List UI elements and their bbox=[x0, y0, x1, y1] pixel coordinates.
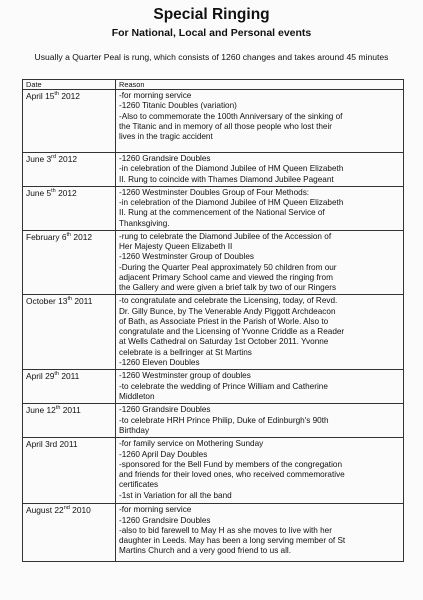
date-text: April 3rd 2011 bbox=[26, 439, 78, 450]
reason-line: -for morning service bbox=[119, 505, 192, 515]
date-cell bbox=[23, 438, 116, 504]
reason-line: adjacent Primary School came and viewed the ringing from bbox=[119, 272, 333, 282]
date-cell bbox=[23, 153, 116, 187]
reason-line: II. Rung at the commencement of the National Service of bbox=[119, 208, 325, 218]
table-row bbox=[23, 404, 404, 438]
reason-line: congratulate and the Licensing of Yvonne Criddle as a Reader bbox=[119, 327, 345, 336]
date-cell bbox=[23, 370, 116, 404]
reason-line: II. Rung to coincide with Thames Diamond Jubilee Pageant bbox=[119, 174, 334, 184]
table-row bbox=[23, 438, 404, 504]
reason-line: -in celebration of the Diamond Jubilee of HM Queen Elizabeth bbox=[119, 198, 344, 207]
reason-line: Dr. Gilly Bunce, by The Venerable Andy Piggott Archdeacon bbox=[119, 306, 336, 316]
date-year: 2010 bbox=[69, 505, 91, 516]
reason-line: -1260 Grandsire Doubles bbox=[119, 515, 211, 525]
reason-line: -1260 April Day Doubles bbox=[119, 449, 208, 459]
reason-line: Thanksgiving. bbox=[119, 218, 170, 228]
reason-line: -in celebration of the Diamond Jubilee of HM Queen Elizabeth bbox=[119, 164, 344, 174]
reason-line: Middleton bbox=[119, 391, 155, 401]
date-year: 2012 bbox=[56, 154, 78, 164]
reason-line: celebrate is a bellringer at St Martins bbox=[119, 347, 252, 357]
date-text: June 3 bbox=[26, 154, 52, 164]
table-header-row bbox=[23, 80, 404, 90]
date-year: 2012 bbox=[59, 91, 80, 101]
reason-line: certificates bbox=[119, 480, 159, 490]
reason-line: -1260 Westminster Doubles Group of Four Methods: bbox=[119, 187, 310, 197]
date-text: June 5 bbox=[26, 187, 52, 198]
table-row bbox=[23, 230, 404, 295]
reason-cell bbox=[116, 295, 404, 370]
reason-line: daughter in Leeds. May has been a long serving member of St bbox=[119, 536, 346, 545]
table-body bbox=[23, 90, 404, 562]
reason-cell bbox=[116, 404, 404, 438]
reason-line: -1260 Eleven Doubles bbox=[119, 357, 200, 367]
date-suffix: th bbox=[54, 91, 59, 98]
reason-line: -1st in Variation for all the band bbox=[119, 490, 232, 500]
table-row bbox=[23, 186, 404, 230]
reason-line: the Titanic and in memory of all those people who lost their bbox=[119, 121, 332, 131]
date-text: April 15 bbox=[26, 91, 55, 101]
date-suffix: th bbox=[66, 231, 72, 238]
reason-line: -1260 Westminster Group of Doubles bbox=[119, 252, 255, 262]
date-cell bbox=[23, 230, 116, 295]
reason-line: of Bath, as Associate Priest in the Parish of Worle. Also to bbox=[119, 316, 329, 326]
reason-line: -to congratulate and celebrate the Licensing, today, of Revd. bbox=[119, 296, 338, 306]
date-suffix: th bbox=[54, 371, 59, 378]
reason-line: lives in the tragic accident bbox=[119, 132, 213, 141]
reason-cell bbox=[116, 438, 404, 504]
reason-line: -1260 Westminster group of doubles bbox=[119, 371, 251, 381]
date-suffix: nd bbox=[63, 505, 70, 512]
date-text: February 6 bbox=[26, 231, 67, 242]
page-subtitle: For National, Local and Personal events bbox=[111, 27, 312, 39]
date-year: 2011 bbox=[60, 405, 81, 416]
date-cell bbox=[23, 186, 116, 230]
intro-text: Usually a Quarter Peal is rung, which consists of 1260 changes and takes around 45 minutes bbox=[34, 52, 389, 62]
date-cell bbox=[23, 404, 116, 438]
ringing-table bbox=[22, 79, 404, 562]
reason-line: Birthday bbox=[119, 425, 150, 435]
reason-line: the Gallery and were given a brief talk by two of our Ringers bbox=[119, 283, 337, 292]
reason-line: -During the Quarter Peal approximately 50 children from our bbox=[119, 262, 337, 272]
reason-cell bbox=[116, 90, 404, 153]
table-row bbox=[23, 504, 404, 562]
date-suffix: th bbox=[55, 405, 61, 412]
page-title: Special Ringing bbox=[153, 6, 270, 23]
reason-cell bbox=[116, 186, 404, 230]
reason-line: Martins Church and a very good friend to us all. bbox=[119, 546, 292, 556]
reason-line: -Also to commemorate the 100th Anniversary of the sinking of bbox=[119, 111, 343, 121]
reason-line: at Wells Cathedral on Saturday 1st October 2011. Yvonne bbox=[119, 337, 329, 347]
date-suffix: th bbox=[67, 296, 73, 303]
reason-line: -sponsored for the Bell Fund by members of the congregation bbox=[119, 459, 343, 469]
reason-line: -for morning service bbox=[119, 91, 192, 100]
date-text: August 22 bbox=[26, 505, 64, 516]
reason-line: -to celebrate HRH Prince Philip, Duke of Edinburgh's 90th bbox=[119, 415, 329, 425]
reason-cell bbox=[116, 230, 404, 295]
reason-column-header: Reason bbox=[116, 80, 404, 90]
table-row bbox=[23, 370, 404, 404]
date-column-header: Date bbox=[23, 80, 116, 90]
reason-line: and friends for their loved ones, who received commemorative bbox=[119, 470, 345, 479]
date-text: April 29 bbox=[26, 371, 55, 382]
reason-line: -1260 Grandsire Doubles bbox=[119, 405, 211, 415]
reason-cell bbox=[116, 370, 404, 404]
date-text: October 13 bbox=[26, 296, 68, 307]
date-cell bbox=[23, 90, 116, 153]
date-year: 2012 bbox=[71, 231, 93, 242]
reason-line: -1260 Titanic Doubles (variation) bbox=[119, 101, 237, 111]
date-cell bbox=[23, 504, 116, 562]
reason-line: Her Majesty Queen Elizabeth II bbox=[119, 242, 233, 251]
reason-line: -to celebrate the wedding of Prince William and Catherine bbox=[119, 381, 328, 391]
reason-line: -rung to celebrate the Diamond Jubilee of the Accession of bbox=[119, 231, 332, 241]
date-suffix: th bbox=[51, 187, 56, 194]
date-year: 2012 bbox=[55, 187, 77, 198]
reason-line: -for family service on Mothering Sunday bbox=[119, 439, 264, 449]
date-cell bbox=[23, 295, 116, 370]
reason-cell bbox=[116, 504, 404, 562]
reason-line: -also to bid farewell to May H as she moves to live with her bbox=[119, 525, 332, 535]
date-suffix: rd bbox=[51, 154, 57, 161]
table-row bbox=[23, 153, 404, 187]
table-row bbox=[23, 295, 404, 370]
date-year: 2011 bbox=[72, 296, 93, 307]
date-text: June 12 bbox=[26, 405, 56, 416]
table-row bbox=[23, 90, 404, 153]
reason-cell bbox=[116, 153, 404, 187]
reason-line: -1260 Grandsire Doubles bbox=[119, 154, 211, 163]
date-year: 2011 bbox=[59, 371, 80, 382]
